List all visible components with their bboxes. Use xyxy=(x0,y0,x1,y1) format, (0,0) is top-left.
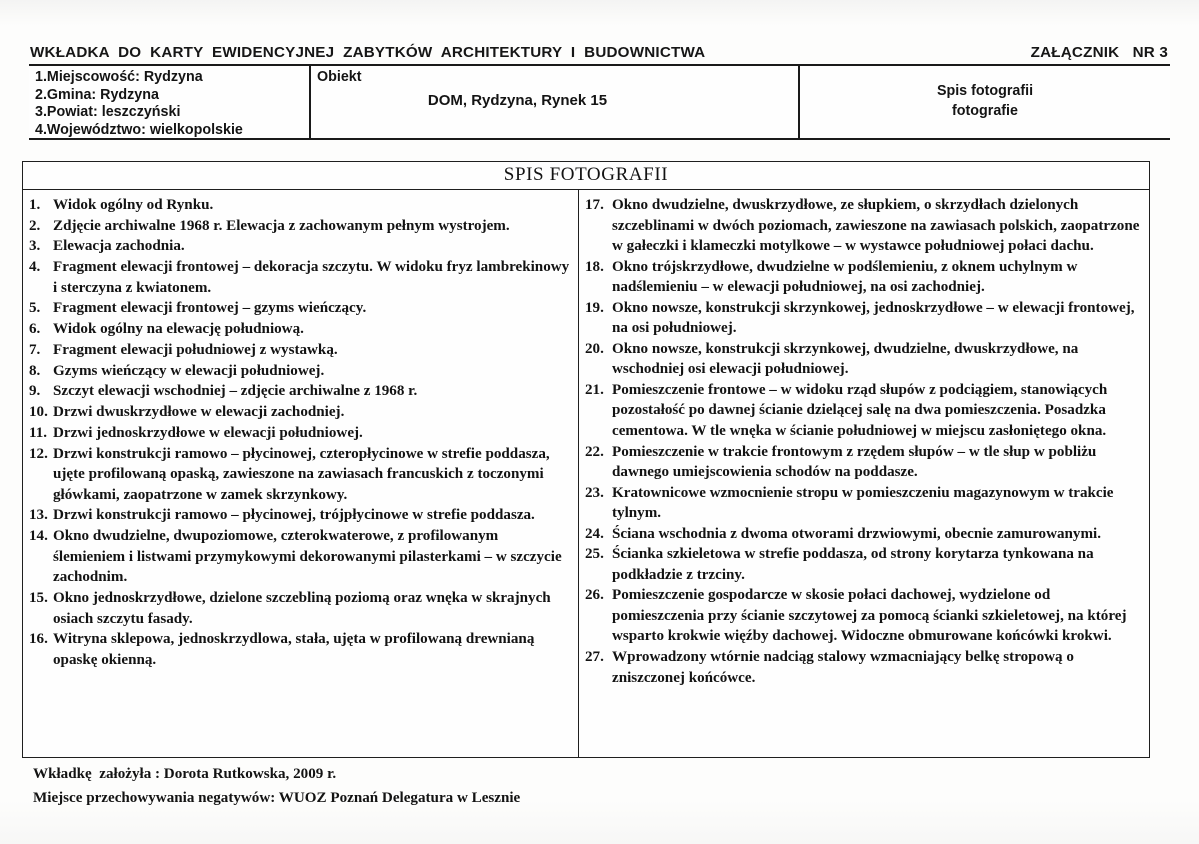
photo-list-item xyxy=(585,380,1141,442)
photo-list-item-number: 25. xyxy=(585,546,604,563)
photo-list-item xyxy=(585,442,1141,483)
photo-list-item xyxy=(29,319,570,340)
photo-list-item-text: Zdjęcie archiwalne 1968 r. Elewacja z zachowanym pełnym wystrojem. xyxy=(53,217,510,234)
photo-list-item-text: Fragment elewacji południowej z wystawką. xyxy=(53,341,338,358)
photo-list-item xyxy=(585,339,1141,380)
photo-list-table xyxy=(22,161,1150,758)
annex-number: ZAŁĄCZNIK NR 3 xyxy=(1030,44,1168,61)
photo-list-item-text: Okno dwudzielne, dwuskrzydłowe, ze słupkiem, o skrzydłach dzielonych szczeblinami w dwóch poziomach, zawieszone na zawiasach polskich, zaopatrzone w gałeczki i klameczki motylkowe – w wystawce południowej połaci dachu. xyxy=(612,197,1140,255)
photo-list-item-text: Pomieszczenie frontowe – w widoku rząd słupów z podciągiem, stanowiących pozostałość po dawnej ścianie dzielącej salę na dwa pomieszczenia. Posadzka cementowa. W tle wnęka w ścianie południowej w miejscu zasłoniętego okna. xyxy=(612,381,1108,440)
photo-list-right-items xyxy=(585,195,1141,688)
photo-list-item xyxy=(29,505,570,526)
sheet-type-line2: fotografie xyxy=(952,103,1018,119)
photo-list-item-number: 26. xyxy=(585,587,604,604)
photo-list-item-number: 2. xyxy=(29,217,41,234)
photo-list-item-text: Szczyt elewacji wschodniej – zdjęcie archiwalne z 1968 r. xyxy=(53,383,418,400)
object-label: Obiekt xyxy=(317,69,362,85)
photo-list-item-text: Wprowadzony wtórnie nadciąg stalowy wzmacniający belkę stropową o zniszczonej końcówce. xyxy=(612,649,1074,686)
photo-list-item xyxy=(29,298,570,319)
photo-list-item-text: Fragment elewacji frontowej – dekoracja szczytu. W widoku fryz lambrekinowy i sterczyna z kwiatonem. xyxy=(53,259,570,296)
object-cell xyxy=(311,66,800,138)
photo-list-item-text: Drzwi jednoskrzydłowe w elewacji południowej. xyxy=(53,424,363,441)
photo-list-item xyxy=(585,647,1141,688)
photo-list-item xyxy=(29,629,570,670)
photo-list-item xyxy=(29,195,570,216)
photo-list-item-number: 11. xyxy=(29,424,48,441)
photo-list-item xyxy=(585,544,1141,585)
photo-list-item xyxy=(29,588,570,629)
photo-list-item-number: 17. xyxy=(585,197,604,213)
sheet-type-cell xyxy=(800,66,1170,138)
photo-list-item-text: Fragment elewacji frontowej – gzyms wieńczący. xyxy=(53,300,367,317)
photo-list-item-text: Ścianka szkieletowa w strefie poddasza, od strony korytarza tynkowana na podkładzie z trzciny. xyxy=(612,546,1094,583)
photo-list-item-number: 24. xyxy=(585,525,604,542)
footer-author-line: Wkładkę założyła : Dorota Rutkowska, 2009 r. xyxy=(33,766,337,782)
photo-list-item xyxy=(585,257,1141,298)
document-title: WKŁADKA DO KARTY EWIDENCYJNEJ ZABYTKÓW ARCHITEKTURY I BUDOWNICTWA xyxy=(30,44,706,61)
photo-list-item-number: 8. xyxy=(29,362,41,379)
photo-list-item xyxy=(585,483,1141,524)
photo-list-item-text: Drzwi konstrukcji ramowo – płycinowej, trójpłycinowe w strefie poddasza. xyxy=(53,507,535,524)
photo-list-right-column xyxy=(579,190,1149,757)
photo-list-item-text: Kratownicowe wzmocnienie stropu w pomieszczeniu magazynowym w trakcie tylnym. xyxy=(612,484,1114,522)
location-field-miejscowosc: 1.Miejscowość: Rydzyna xyxy=(35,69,203,85)
photo-list-item xyxy=(29,526,570,588)
location-field-gmina: 2.Gmina: Rydzyna xyxy=(35,86,159,103)
photo-list-item-text: Okno dwudzielne, dwupoziomowe, czterokwaterowe, z profilowanym ślemieniem i listwami przymykowymi dekorowanymi pilasterkami – w szczycie zachodnim. xyxy=(53,528,562,586)
photo-list-item-text: Witryna sklepowa, jednoskrzydlowa, stała, ujęta w profilowaną drewnianą opaskę okienną. xyxy=(53,631,535,668)
photo-list-item-text: Okno jednoskrzydłowe, dzielone szczebliną poziomą oraz wnęka w skrajnych osiach szczytu fasady. xyxy=(53,590,551,627)
photo-list-item-number: 14. xyxy=(29,528,48,545)
photo-list-item-text: Okno trójskrzydłowe, dwudzielne w podślemieniu, z oknem uchylnym w nadślemieniu – w elewacji południowej, na osi zachodniej. xyxy=(612,258,1078,296)
photo-list-item xyxy=(29,340,570,361)
photo-list-item-text: Gzyms wieńczący w elewacji południowej. xyxy=(53,362,325,379)
photo-list-item xyxy=(585,585,1141,647)
photo-list-item xyxy=(29,236,570,257)
photo-list-item-number: 13. xyxy=(29,507,48,524)
photo-list-item xyxy=(585,524,1141,545)
photo-list-item-number: 5. xyxy=(29,300,41,317)
photo-list-item-number: 10. xyxy=(29,404,48,421)
photo-list-item-number: 4. xyxy=(29,259,41,276)
photo-list-item-text: Pomieszczenie w trakcie frontowym z rzędem słupów – w tle słup w pobliżu dawnego umiejscowienia schodów na poddasze. xyxy=(612,443,1097,481)
photo-list-item xyxy=(585,298,1141,339)
photo-list-item-number: 21. xyxy=(585,381,604,398)
photo-list-item-number: 12. xyxy=(29,445,48,462)
footer-block xyxy=(33,762,933,810)
location-field-wojewodztwo: 4.Województwo: wielkopolskie xyxy=(35,121,243,138)
photo-list-item-text: Pomieszczenie gospodarcze w skosie połaci dachowej, wydzielone od pomieszczenia przy ścianie szczytowej za pomocą ścianki szkieletowej, na której wsparto krokwie więźby dachowej. Widoczne obmurowane końcówki krokwi. xyxy=(612,587,1127,645)
photo-list-item-number: 7. xyxy=(29,341,41,358)
photo-list-item-number: 23. xyxy=(585,484,604,501)
photo-list-item-text: Elewacja zachodnia. xyxy=(53,238,185,255)
photo-list-item-number: 15. xyxy=(29,590,48,607)
photo-list-item-number: 1. xyxy=(29,197,41,213)
photo-list-item xyxy=(29,423,570,444)
photo-list-item-text: Widok ogólny na elewację południową. xyxy=(53,321,304,338)
photo-list-title: SPIS FOTOGRAFII xyxy=(23,162,1149,190)
footer-negatives-line: Miejsce przechowywania negatywów: WUOZ Poznań Delegatura w Lesznie xyxy=(33,790,521,806)
photo-list-body xyxy=(23,190,1149,757)
photo-list-item xyxy=(29,257,570,298)
photo-list-item-number: 6. xyxy=(29,321,41,338)
document-title-row xyxy=(30,44,1170,61)
photo-list-item xyxy=(29,361,570,382)
photo-list-item-number: 20. xyxy=(585,340,604,357)
photo-list-item xyxy=(29,402,570,423)
photo-list-item-text: Ściana wschodnia z dwoma otworami drzwiowymi, obecnie zamurowanymi. xyxy=(612,525,1101,542)
photo-list-left-items xyxy=(29,195,570,670)
identification-header-table xyxy=(29,64,1170,140)
photo-list-item xyxy=(585,195,1141,257)
photo-list-item-number: 18. xyxy=(585,258,604,275)
photo-list-item-number: 16. xyxy=(29,631,48,648)
photo-list-item-text: Okno nowsze, konstrukcji skrzynkowej, dwudzielne, dwuskrzydłowe, na wschodniej osi elewacji południowej. xyxy=(612,340,1079,378)
photo-list-item-text: Drzwi dwuskrzydłowe w elewacji zachodniej. xyxy=(53,404,345,421)
photo-list-item-number: 3. xyxy=(29,238,41,255)
location-field-powiat: 3.Powiat: leszczyński xyxy=(35,104,181,121)
location-cell xyxy=(29,66,311,138)
photo-list-left-column xyxy=(23,190,579,757)
photo-list-item xyxy=(29,216,570,237)
photo-list-item xyxy=(29,381,570,402)
object-value: DOM, Rydzyna, Rynek 15 xyxy=(427,92,608,109)
photo-list-item-number: 22. xyxy=(585,443,604,460)
photo-list-item xyxy=(29,444,570,506)
photo-list-item-number: 27. xyxy=(585,649,604,666)
sheet-type-line1: Spis fotografii xyxy=(936,83,1034,99)
photo-list-item-number: 9. xyxy=(29,383,41,400)
photo-list-item-number: 19. xyxy=(585,299,604,316)
photo-list-item-text: Okno nowsze, konstrukcji skrzynkowej, jednoskrzydłowe – w elewacji frontowej, na osi południowej. xyxy=(612,299,1135,337)
photo-list-item-text: Widok ogólny od Rynku. xyxy=(53,197,214,213)
photo-list-item-text: Drzwi konstrukcji ramowo – płycinowej, czteropłycinowe w strefie poddasza, ujęte profilowaną opaską, zawieszone na zawiasach francuskich z toczonymi główkami, zaopatrzone w zamek skrzynkowy. xyxy=(53,445,550,503)
